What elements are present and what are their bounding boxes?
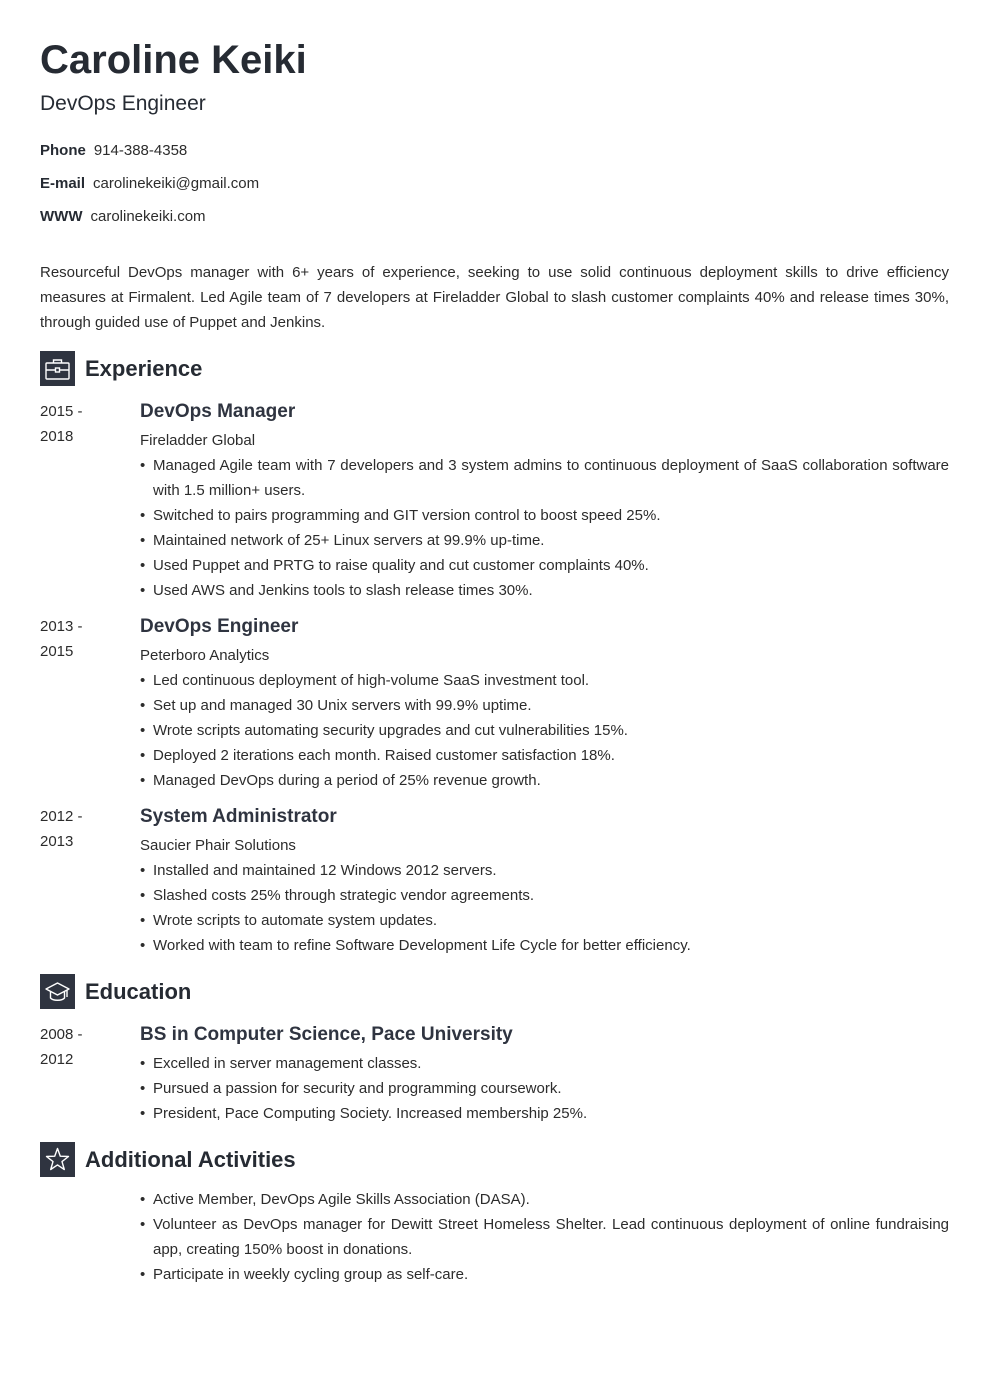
date-start: 2015 - xyxy=(40,403,83,420)
entry-body xyxy=(140,614,949,793)
date-start: 2012 - xyxy=(40,808,83,825)
degree-title: BS in Computer Science, Pace University xyxy=(140,1024,513,1045)
achievement-list xyxy=(140,1051,949,1126)
job-title: DevOps Engineer xyxy=(140,616,299,637)
section-title: Education xyxy=(85,978,192,1004)
achievement-item: • Excelled in server management classes. xyxy=(140,1051,949,1076)
date-end: 2015 xyxy=(40,643,74,660)
contact-label: Phone xyxy=(40,142,86,159)
section-title: Additional Activities xyxy=(85,1146,296,1172)
entry-dates xyxy=(40,614,130,664)
contact-label: E-mail xyxy=(40,175,86,192)
date-end: 2013 xyxy=(40,833,74,850)
contact-info xyxy=(40,141,259,240)
activity-item: • Volunteer as DevOps manager for Dewitt Street Homeless Shelter. Lead continuous deployment of online fundraising app, creating 150% boost in donations. xyxy=(140,1212,949,1262)
achievement-item: • Wrote scripts to automate system updates. xyxy=(140,908,949,933)
candidate-role: DevOps Engineer xyxy=(40,92,206,115)
achievement-item: • Maintained network of 25+ Linux servers at 99.9% up-time. xyxy=(140,528,949,553)
company-name: Fireladder Global xyxy=(140,432,256,449)
experience-section-header xyxy=(40,351,202,386)
education-section-header xyxy=(40,974,191,1009)
entry-dates xyxy=(40,804,130,854)
date-start: 2013 - xyxy=(40,618,83,635)
achievement-list xyxy=(140,858,949,958)
candidate-name: Caroline Keiki xyxy=(40,38,307,82)
achievement-item: • President, Pace Computing Society. Increased membership 25%. xyxy=(140,1101,949,1126)
activity-item: • Participate in weekly cycling group as self-care. xyxy=(140,1262,949,1287)
activities-section-header xyxy=(40,1142,296,1177)
entry-body xyxy=(140,804,949,958)
achievement-item: • Set up and managed 30 Unix servers with 99.9% uptime. xyxy=(140,693,949,718)
section-title: Experience xyxy=(85,355,203,381)
contact-value: carolinekeiki.com xyxy=(90,208,206,225)
job-title: DevOps Manager xyxy=(140,401,296,422)
activity-item: • Active Member, DevOps Agile Skills Association (DASA). xyxy=(140,1187,949,1212)
entry-dates xyxy=(40,1022,130,1072)
achievement-item: • Worked with team to refine Software Development Life Cycle for better efficiency. xyxy=(140,933,949,958)
contact-value: carolinekeiki@gmail.com xyxy=(93,175,260,192)
activity-list xyxy=(140,1187,949,1287)
achievement-item: • Used AWS and Jenkins tools to slash release times 30%. xyxy=(140,578,949,603)
achievement-list xyxy=(140,668,949,793)
graduation-cap-icon xyxy=(40,974,75,1009)
contact-email xyxy=(40,174,259,207)
contact-phone xyxy=(40,141,259,174)
company-name: Saucier Phair Solutions xyxy=(140,837,296,854)
entry-dates xyxy=(40,399,130,449)
date-start: 2008 - xyxy=(40,1026,83,1043)
profile-summary: Resourceful DevOps manager with 6+ years of experience, seeking to use solid continuous deployment skills to drive efficiency measures at Firmalent. Led Agile team of 7 developers at Fireladder Global to slash customer complaints 40% and release times 30%, through guided use of Puppet and Jenkins. xyxy=(40,264,949,331)
contact-website xyxy=(40,207,259,240)
date-end: 2012 xyxy=(40,1051,74,1068)
briefcase-icon xyxy=(40,351,75,386)
achievement-item: • Managed DevOps during a period of 25% revenue growth. xyxy=(140,768,949,793)
company-name: Peterboro Analytics xyxy=(140,647,270,664)
contact-label: WWW xyxy=(40,208,83,225)
achievement-list xyxy=(140,453,949,603)
job-title: System Administrator xyxy=(140,806,337,827)
achievement-item: • Managed Agile team with 7 developers and 3 system admins to continuous deployment of SaaS collaboration software with 1.5 million+ users. xyxy=(140,453,949,503)
star-icon xyxy=(40,1142,75,1177)
achievement-item: • Wrote scripts automating security upgrades and cut vulnerabilities 15%. xyxy=(140,718,949,743)
contact-value: 914-388-4358 xyxy=(93,142,188,159)
achievement-item: • Used Puppet and PRTG to raise quality and cut customer complaints 40%. xyxy=(140,553,949,578)
entry-body xyxy=(140,399,949,603)
achievement-item: • Led continuous deployment of high-volume SaaS investment tool. xyxy=(140,668,949,693)
achievement-item: • Deployed 2 iterations each month. Raised customer satisfaction 18%. xyxy=(140,743,949,768)
entry-body xyxy=(140,1022,949,1126)
date-end: 2018 xyxy=(40,428,74,445)
achievement-item: • Slashed costs 25% through strategic vendor agreements. xyxy=(140,883,949,908)
achievement-item: • Switched to pairs programming and GIT version control to boost speed 25%. xyxy=(140,503,949,528)
entry-body xyxy=(140,1187,949,1287)
achievement-item: • Installed and maintained 12 Windows 2012 servers. xyxy=(140,858,949,883)
achievement-item: • Pursued a passion for security and programming coursework. xyxy=(140,1076,949,1101)
